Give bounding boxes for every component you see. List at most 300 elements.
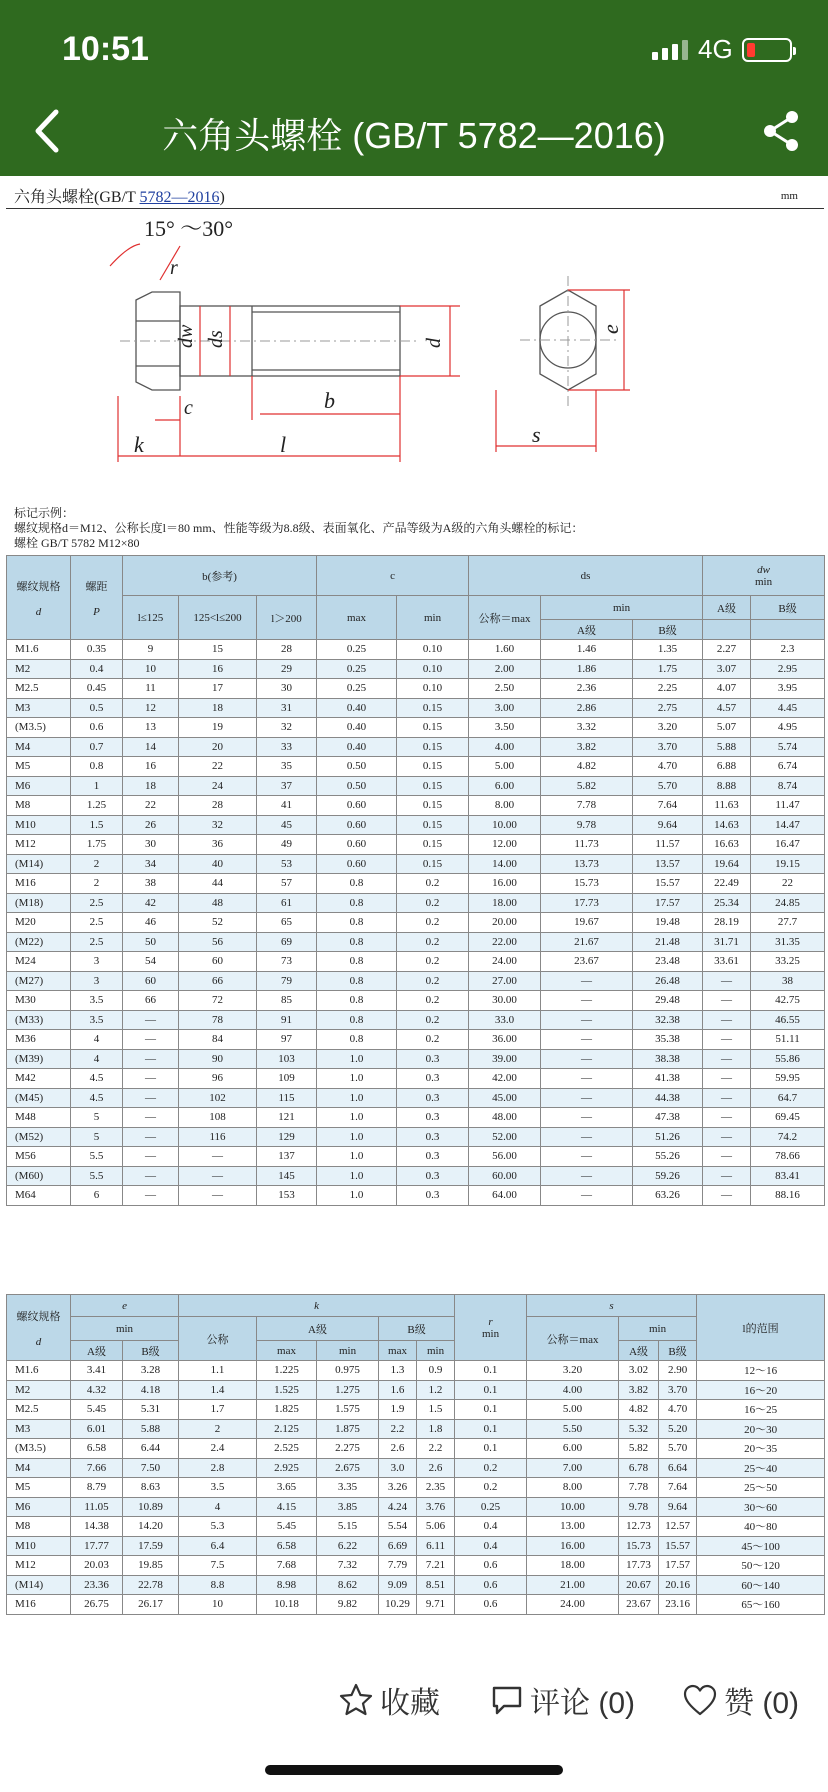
thread-spec-cell: M48 [7, 1108, 71, 1128]
table-cell: 0.15 [397, 854, 469, 874]
comment-button[interactable] [490, 1678, 635, 1722]
spacer [751, 620, 825, 640]
table-cell: 7.5 [179, 1556, 257, 1576]
table-cell: 0.2 [397, 874, 469, 894]
table-cell: 2.2 [417, 1439, 455, 1459]
table-cell: 1.575 [317, 1400, 379, 1420]
table-cell: 115 [257, 1088, 317, 1108]
table-cell: 1.4 [179, 1380, 257, 1400]
table-cell: 0.15 [397, 737, 469, 757]
table-cell: 45.00 [469, 1088, 541, 1108]
table-cell: 11 [123, 679, 179, 699]
table-cell: 4.00 [469, 737, 541, 757]
table-cell: 11.57 [633, 835, 703, 855]
table-cell: 10 [123, 659, 179, 679]
table-cell: 66 [123, 991, 179, 1011]
table-cell: 0.2 [397, 1010, 469, 1030]
table-cell: 18 [179, 698, 257, 718]
table-cell: 23.67 [619, 1595, 659, 1615]
table-cell: 2.27 [703, 640, 751, 660]
table-cell: 4.70 [633, 757, 703, 777]
b-mid-header: 125<l≤200 [179, 596, 257, 640]
table-cell: 1.86 [541, 659, 633, 679]
table-cell: 2 [71, 874, 123, 894]
table-cell: 2.86 [541, 698, 633, 718]
e-label: e [598, 324, 623, 334]
table-cell: 109 [257, 1069, 317, 1089]
table-cell: 49 [257, 835, 317, 855]
table-cell: 2.525 [257, 1439, 317, 1459]
table-cell: 0.4 [455, 1536, 527, 1556]
table-cell: 0.25 [317, 659, 397, 679]
standard-document [0, 176, 828, 1664]
table-cell: 25～50 [697, 1478, 825, 1498]
s-header: s [609, 1299, 614, 1312]
thread-spec-cell: M42 [7, 1069, 71, 1089]
col-ds: ds [469, 556, 703, 596]
table-cell: — [123, 1088, 179, 1108]
table-cell: 0.3 [397, 1108, 469, 1128]
star-icon [338, 1682, 374, 1718]
table-cell: 4.15 [257, 1497, 317, 1517]
table-cell: 5.82 [541, 776, 633, 796]
thread-spec-cell: (M52) [7, 1127, 71, 1147]
table-cell: 0.2 [455, 1458, 527, 1478]
table-cell: 0.6 [455, 1595, 527, 1615]
table-cell: 5.5 [71, 1166, 123, 1186]
table-cell: — [123, 1049, 179, 1069]
table-cell: 51.11 [751, 1030, 825, 1050]
favorite-button[interactable] [338, 1678, 440, 1722]
note-line2: 螺栓 GB/T 5782 M12×80 [14, 536, 140, 550]
like-label: 赞 (0) [724, 1687, 799, 1720]
table-cell: 5.45 [71, 1400, 123, 1420]
col-spec-2 [7, 1295, 71, 1361]
table-cell: 0.8 [317, 1030, 397, 1050]
thread-spec-cell: M10 [7, 1536, 71, 1556]
status-time: 10:51 [62, 30, 149, 68]
k-header: k [314, 1299, 319, 1312]
table-cell: 50～120 [697, 1556, 825, 1576]
table-cell: 0.8 [317, 913, 397, 933]
table-cell: 6.00 [527, 1439, 619, 1459]
table-row [7, 679, 825, 699]
table-cell: 10.18 [257, 1595, 317, 1615]
table-cell: 6.69 [379, 1536, 417, 1556]
table-cell: 3.76 [417, 1497, 455, 1517]
k-b-max-header: max [379, 1341, 417, 1361]
table-cell: 3 [71, 971, 123, 991]
table-cell: 11.47 [751, 796, 825, 816]
table-cell: 4.24 [379, 1497, 417, 1517]
table-row [7, 971, 825, 991]
thread-spec-cell: M2 [7, 1380, 71, 1400]
table-cell: 5.88 [123, 1419, 179, 1439]
standard-link[interactable]: 5782—2016 [139, 189, 220, 206]
table-cell: — [179, 1147, 257, 1167]
table-cell: — [541, 1108, 633, 1128]
table-cell: 26.17 [123, 1595, 179, 1615]
back-arrow-icon[interactable] [28, 106, 68, 156]
table-cell: 108 [179, 1108, 257, 1128]
table-cell: 2.4 [179, 1439, 257, 1459]
table-cell: 16～25 [697, 1400, 825, 1420]
table-cell: 4.95 [751, 718, 825, 738]
table-cell: 12.73 [619, 1517, 659, 1537]
table-cell: 2.5 [71, 913, 123, 933]
table-cell: 10.89 [123, 1497, 179, 1517]
k-nom-header: 公称 [179, 1317, 257, 1361]
table-cell: 5.74 [751, 737, 825, 757]
table-cell: 51.26 [633, 1127, 703, 1147]
table-cell: 2.675 [317, 1458, 379, 1478]
table-cell: 2.6 [417, 1458, 455, 1478]
table-cell: 0.15 [397, 718, 469, 738]
table-row [7, 776, 825, 796]
thread-spec-cell: M12 [7, 1556, 71, 1576]
thread-spec-cell: M10 [7, 815, 71, 835]
table-cell: 3.50 [469, 718, 541, 738]
table-cell: 22.00 [469, 932, 541, 952]
table-cell: 0.6 [455, 1575, 527, 1595]
app-header [0, 0, 828, 176]
table-cell: 1.0 [317, 1049, 397, 1069]
table-cell: 0.5 [71, 698, 123, 718]
table-cell: 28 [179, 796, 257, 816]
table-cell: 19.67 [541, 913, 633, 933]
table-cell: 30.00 [469, 991, 541, 1011]
table-cell: 14.38 [71, 1517, 123, 1537]
table-cell: 6.78 [619, 1458, 659, 1478]
table-cell: 17.57 [633, 893, 703, 913]
heading-text: 六角头螺栓(GB/T [14, 189, 140, 206]
table-cell: 8.00 [527, 1478, 619, 1498]
table-cell: — [541, 971, 633, 991]
table-row [7, 854, 825, 874]
table-cell: 35 [257, 757, 317, 777]
table-cell: 15 [179, 640, 257, 660]
table-cell: 30 [257, 679, 317, 699]
table-cell: 20.16 [659, 1575, 697, 1595]
table-cell: 145 [257, 1166, 317, 1186]
table-cell: 7.21 [417, 1556, 455, 1576]
table-cell: 4 [71, 1049, 123, 1069]
table-cell: 0.40 [317, 698, 397, 718]
table-cell: 3.20 [527, 1361, 619, 1381]
table-cell: — [541, 1088, 633, 1108]
table-cell: 0.8 [317, 932, 397, 952]
table-cell: 7.68 [257, 1556, 317, 1576]
table-cell: 9.71 [417, 1595, 455, 1615]
table-cell: 28.19 [703, 913, 751, 933]
table-row [7, 1400, 825, 1420]
table-cell: 79 [257, 971, 317, 991]
table-cell: 42.75 [751, 991, 825, 1011]
table-cell: 0.2 [397, 991, 469, 1011]
table-cell: 0.2 [397, 932, 469, 952]
table-cell: 21.67 [541, 932, 633, 952]
table-cell: — [123, 1127, 179, 1147]
table-cell: 4 [179, 1497, 257, 1517]
table-cell: 0.40 [317, 718, 397, 738]
table-cell: 0.6 [71, 718, 123, 738]
r-label: r [170, 257, 178, 279]
table-row [7, 1536, 825, 1556]
table-cell: 103 [257, 1049, 317, 1069]
table-cell: 0.3 [397, 1147, 469, 1167]
table-cell: 18.00 [527, 1556, 619, 1576]
thread-spec-cell: M2 [7, 659, 71, 679]
table-cell: 0.60 [317, 815, 397, 835]
table-cell: 4 [71, 1030, 123, 1050]
table-row [7, 1458, 825, 1478]
table-cell: — [703, 1010, 751, 1030]
table-cell: — [541, 991, 633, 1011]
table-cell: 3.5 [71, 1010, 123, 1030]
table-cell: 6.44 [123, 1439, 179, 1459]
table-cell: 33.61 [703, 952, 751, 972]
table-cell: 13.00 [527, 1517, 619, 1537]
table-cell: 55.86 [751, 1049, 825, 1069]
table-cell: 59.26 [633, 1166, 703, 1186]
table-cell: — [179, 1166, 257, 1186]
table-cell: 3.26 [379, 1478, 417, 1498]
ds-b-header: B级 [633, 620, 703, 640]
table-cell: 3.95 [751, 679, 825, 699]
table-cell: 60.00 [469, 1166, 541, 1186]
table-cell: 2.125 [257, 1419, 317, 1439]
table-cell: 0.45 [71, 679, 123, 699]
pitch-header: 螺距 [85, 580, 108, 593]
table-cell: 6 [71, 1186, 123, 1206]
table-cell: 0.2 [397, 1030, 469, 1050]
table-cell: 0.50 [317, 757, 397, 777]
table-cell: 10 [179, 1595, 257, 1615]
table-cell: 14 [123, 737, 179, 757]
e-a-header: A级 [71, 1341, 123, 1361]
s-b-header: B级 [659, 1341, 697, 1361]
table-cell: — [541, 1127, 633, 1147]
table-cell: 66 [179, 971, 257, 991]
table-cell: 2.50 [469, 679, 541, 699]
col-l-range: l的范围 [697, 1295, 825, 1361]
table-cell: 3.20 [633, 718, 703, 738]
table-cell: 53 [257, 854, 317, 874]
thread-spec-cell: M4 [7, 737, 71, 757]
table-cell: 0.3 [397, 1088, 469, 1108]
table-cell: 3.02 [619, 1361, 659, 1381]
table-cell: 33.25 [751, 952, 825, 972]
table-cell: 17.57 [659, 1556, 697, 1576]
table-cell: 7.66 [71, 1458, 123, 1478]
table-cell: 69 [257, 932, 317, 952]
table-cell: 42.00 [469, 1069, 541, 1089]
table-cell: 0.10 [397, 640, 469, 660]
table-cell: 11.05 [71, 1497, 123, 1517]
b-gt200-header: l＞200 [257, 596, 317, 640]
table-cell: 4.5 [71, 1088, 123, 1108]
table-cell: 83.41 [751, 1166, 825, 1186]
table-cell: 6.88 [703, 757, 751, 777]
table-cell: 17.73 [541, 893, 633, 913]
table-cell: 0.25 [455, 1497, 527, 1517]
table-cell: 137 [257, 1147, 317, 1167]
table-cell: 26 [123, 815, 179, 835]
table-cell: — [123, 1186, 179, 1206]
table-row [7, 1127, 825, 1147]
table-cell: 18 [123, 776, 179, 796]
table-row [7, 796, 825, 816]
col-e [71, 1295, 179, 1317]
table-cell: — [541, 1186, 633, 1206]
battery-icon [742, 38, 792, 62]
table-row [7, 718, 825, 738]
table-row [7, 1108, 825, 1128]
table-cell: 1.275 [317, 1380, 379, 1400]
table-cell: 0.2 [397, 952, 469, 972]
share-icon[interactable] [758, 108, 804, 154]
spec-header-2: 螺纹规格 [16, 1310, 61, 1323]
s-nom-header: 公称＝max [527, 1317, 619, 1361]
table-cell: — [703, 1127, 751, 1147]
table-cell: 78 [179, 1010, 257, 1030]
table-cell: 32.38 [633, 1010, 703, 1030]
table-cell: 73 [257, 952, 317, 972]
table-cell: 4.00 [527, 1380, 619, 1400]
table-cell: 1.1 [179, 1361, 257, 1381]
table-cell: 5.31 [123, 1400, 179, 1420]
table-cell: 32 [179, 815, 257, 835]
r-min-header: min [481, 1327, 500, 1340]
table-cell: 0.3 [397, 1049, 469, 1069]
table-row [7, 659, 825, 679]
table-cell: 1.0 [317, 1166, 397, 1186]
table-cell: 21.00 [527, 1575, 619, 1595]
table-cell: 5.15 [317, 1517, 379, 1537]
table-cell: 3.28 [123, 1361, 179, 1381]
thread-spec-cell: (M18) [7, 893, 71, 913]
table-cell: 31.71 [703, 932, 751, 952]
table-cell: 5 [71, 1108, 123, 1128]
table-cell: 60 [123, 971, 179, 991]
table-cell: 0.10 [397, 659, 469, 679]
thread-spec-cell: M20 [7, 913, 71, 933]
table-cell: 55.26 [633, 1147, 703, 1167]
table-cell: 5.45 [257, 1517, 317, 1537]
table-cell: 2.36 [541, 679, 633, 699]
table-cell: 36.00 [469, 1030, 541, 1050]
table-cell: 2.2 [379, 1419, 417, 1439]
dw-min-header: min [754, 575, 773, 588]
table-cell: 22.78 [123, 1575, 179, 1595]
table-cell: 16～20 [697, 1380, 825, 1400]
table-row [7, 815, 825, 835]
thread-spec-cell: (M22) [7, 932, 71, 952]
table-cell: 26.48 [633, 971, 703, 991]
table-cell: — [703, 1069, 751, 1089]
table-cell: 2.00 [469, 659, 541, 679]
table-row [7, 1186, 825, 1206]
table-cell: 8.63 [123, 1478, 179, 1498]
table-cell: 0.9 [417, 1361, 455, 1381]
table-cell: 1.0 [317, 1147, 397, 1167]
table-cell: 2.90 [659, 1361, 697, 1381]
table-cell: 1.60 [469, 640, 541, 660]
table-cell: 16.47 [751, 835, 825, 855]
table-cell: 40～80 [697, 1517, 825, 1537]
table-cell: 4.07 [703, 679, 751, 699]
table-cell: 26.75 [71, 1595, 123, 1615]
table-cell: — [123, 1069, 179, 1089]
table-cell: 13.73 [541, 854, 633, 874]
table-cell: 1.75 [71, 835, 123, 855]
table-cell: 1.7 [179, 1400, 257, 1420]
table-cell: 15.73 [619, 1536, 659, 1556]
thread-spec-cell: (M33) [7, 1010, 71, 1030]
k-a-header: A级 [257, 1317, 379, 1341]
table-cell: 121 [257, 1108, 317, 1128]
dw-a-header: A级 [703, 596, 751, 620]
table-cell: 20.67 [619, 1575, 659, 1595]
table-cell: 9.64 [633, 815, 703, 835]
heart-icon [682, 1683, 718, 1717]
table-row [7, 640, 825, 660]
table-row [7, 1380, 825, 1400]
table-cell: 42 [123, 893, 179, 913]
table-cell: 116 [179, 1127, 257, 1147]
table-cell: 20.00 [469, 913, 541, 933]
home-indicator[interactable] [265, 1765, 563, 1775]
table-cell: 23.36 [71, 1575, 123, 1595]
table-cell: 4.70 [659, 1400, 697, 1420]
table-cell: 9.09 [379, 1575, 417, 1595]
col-k [179, 1295, 455, 1317]
table-cell: 5.54 [379, 1517, 417, 1537]
table-cell: 1.225 [257, 1361, 317, 1381]
signal-icon [652, 40, 688, 60]
table-cell: 153 [257, 1186, 317, 1206]
like-button[interactable] [682, 1678, 799, 1722]
table-cell: — [541, 1166, 633, 1186]
table-cell: 0.8 [317, 893, 397, 913]
table-cell: 9 [123, 640, 179, 660]
table-cell: 129 [257, 1127, 317, 1147]
table-cell: 17.77 [71, 1536, 123, 1556]
table-cell: 60～140 [697, 1575, 825, 1595]
table-cell: 1.75 [633, 659, 703, 679]
table-cell: 19.15 [751, 854, 825, 874]
table-cell: 8.88 [703, 776, 751, 796]
table-cell: 38 [751, 971, 825, 991]
table-cell: 60 [179, 952, 257, 972]
s-a-header: A级 [619, 1341, 659, 1361]
table-cell: 72 [179, 991, 257, 1011]
table-row [7, 874, 825, 894]
thread-spec-cell: (M39) [7, 1049, 71, 1069]
table-cell: 16.00 [469, 874, 541, 894]
table-cell: 5.32 [619, 1419, 659, 1439]
table-row [7, 952, 825, 972]
table-row [7, 893, 825, 913]
table-cell: 1.0 [317, 1127, 397, 1147]
table-cell: 2 [71, 854, 123, 874]
bolt-diagram [100, 206, 740, 496]
table-cell: 5.88 [703, 737, 751, 757]
thread-spec-cell: (M27) [7, 971, 71, 991]
document-heading [14, 184, 225, 207]
table-cell: 0.1 [455, 1400, 527, 1420]
table-row [7, 1030, 825, 1050]
